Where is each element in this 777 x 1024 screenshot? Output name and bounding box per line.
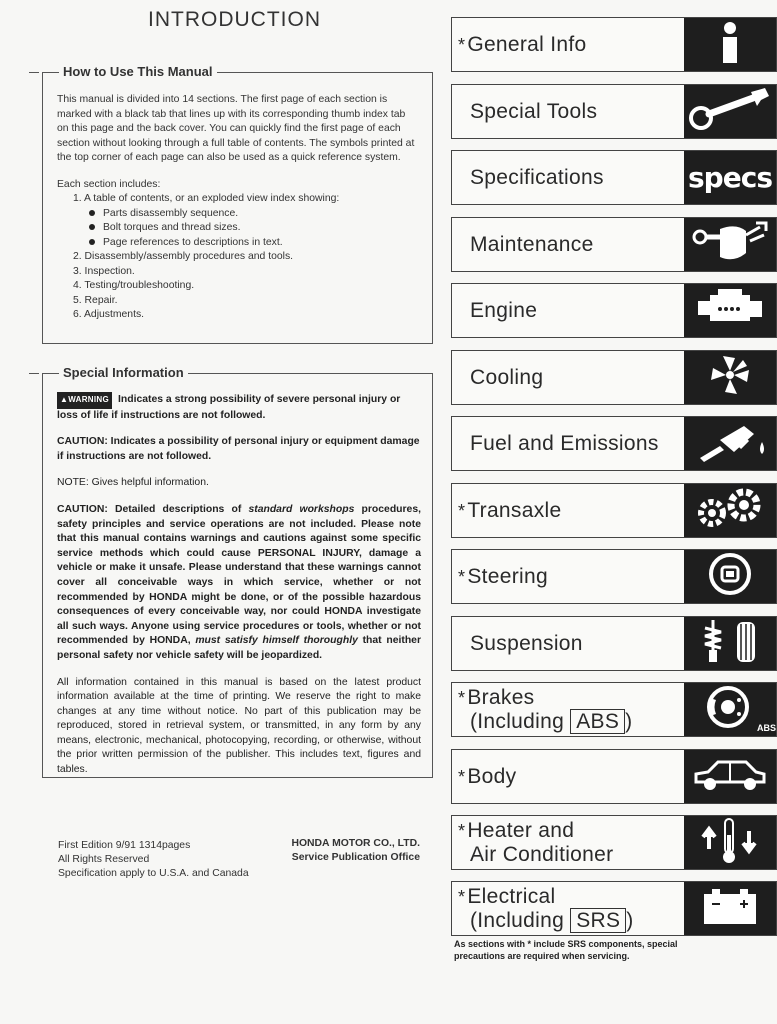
section-tab[interactable] xyxy=(451,749,777,804)
list-item: 1. A table of contents, or an exploded view index showing: xyxy=(73,193,340,204)
edition-block xyxy=(58,839,249,881)
battery-icon xyxy=(700,884,760,933)
office-name: Service Publication Office xyxy=(291,852,420,863)
thumb-index-tab xyxy=(684,85,776,138)
engine-icon xyxy=(690,285,770,336)
section-tab[interactable] xyxy=(451,682,777,737)
special-information-box xyxy=(42,365,433,778)
thumb-index-tab xyxy=(684,284,776,337)
shock-absorber-icon xyxy=(695,616,765,671)
caution-text: CAUTION: Indicates a possibility of personal injury or equipment damage if instructions are not followed. xyxy=(57,436,420,462)
list-item: 2. Disassembly/assembly procedures and tools. xyxy=(73,251,294,262)
spec-line: Specification apply to U.S.A. and Canada xyxy=(58,868,249,879)
thumb-index-tab xyxy=(684,550,776,603)
srs-note: As sections with * include SRS components, special precautions are required when servicing. xyxy=(454,939,678,961)
section-tab-label: *Body xyxy=(458,764,517,788)
list-item: 6. Adjustments. xyxy=(73,309,145,320)
fan-icon xyxy=(707,352,753,403)
gears-icon xyxy=(690,485,770,536)
steering-wheel-icon xyxy=(707,551,753,602)
section-tab-label: *Steering xyxy=(458,564,548,588)
how-to-use-heading: How to Use This Manual xyxy=(59,64,217,79)
section-tab[interactable] xyxy=(451,17,777,72)
caution-detailed-text: CAUTION: Detailed descriptions of standard workshops procedures, safety principles and service operations are not included. Please note that this manual contains warnings and cautions against some specific service methods which could cause PERSONAL INJURY, damage a vehicle or make it unsafe. Please understand that these warnings cannot cover all conceivable ways in which service, whether or not recommended by HONDA might be done, or of the possible hazardous consequences of every conceivable way, nor could HONDA investigate all such ways. Anyone using service procedures or tools, whether or not recommended by HONDA, must satisfy himself thoroughly that neither personal safety nor vehicle safety will be jeopardized. xyxy=(57,503,421,661)
includes-line: Each section includes: xyxy=(57,178,161,190)
thumb-index-tab xyxy=(684,417,776,470)
section-tab-label: Special Tools xyxy=(470,100,598,123)
section-tab-label: Maintenance xyxy=(470,233,594,256)
section-tab-label: Suspension xyxy=(470,632,583,655)
bullet-item: Bolt torques and thread sizes. xyxy=(57,221,419,236)
note-text: NOTE: Gives helpful information. xyxy=(57,477,209,489)
thumb-index-tab xyxy=(684,750,776,803)
fuel-nozzle-icon xyxy=(690,418,770,469)
section-tab[interactable] xyxy=(451,881,777,936)
page-title: INTRODUCTION xyxy=(148,8,321,31)
bullet-item: Page references to descriptions in text. xyxy=(57,236,419,251)
section-tab[interactable] xyxy=(451,150,777,205)
bullet-item: Parts disassembly sequence. xyxy=(57,207,419,222)
list-item: 4. Testing/troubleshooting. xyxy=(73,280,195,291)
car-body-icon xyxy=(692,754,768,799)
brake-disc-icon xyxy=(702,684,758,735)
thumb-index-tab xyxy=(684,816,776,869)
section-tab-label: *Electrical (Including SRS ) xyxy=(458,885,634,932)
section-tab-label: Fuel and Emissions xyxy=(470,432,659,455)
special-information-heading: Special Information xyxy=(59,365,188,380)
thumb-index-tab xyxy=(684,218,776,271)
section-tab-label: *General Info xyxy=(458,32,587,56)
section-tab[interactable] xyxy=(451,283,777,338)
thumb-index-tab xyxy=(684,617,776,670)
rights-line: All Rights Reserved xyxy=(58,854,150,865)
information-text: All information contained in this manual is based on the latest product information available at the time of printing. We reserve the right to make changes at any time without notice. No part of this publication may be reproduced, stored in retrieval system, or transmitted, in any form by any means, electronic, mechanical, photocopying, recording, or otherwise, without the prior written permission of the publisher. This includes text, figures and tables. xyxy=(57,676,421,776)
thermometer-icon xyxy=(695,815,765,870)
section-tab-label: *Heater and Air Conditioner xyxy=(458,819,614,866)
warning-tag: ▲WARNING xyxy=(57,392,112,409)
section-tab[interactable] xyxy=(451,84,777,139)
thumb-index-tab xyxy=(684,484,776,537)
thumb-index-tab xyxy=(684,351,776,404)
section-tab-label: Cooling xyxy=(470,366,544,389)
section-tab-label: *Transaxle xyxy=(458,498,562,522)
maintenance-hand-icon xyxy=(690,219,770,270)
thumb-index-tab xyxy=(684,18,776,71)
company-name: HONDA MOTOR CO., LTD. xyxy=(291,838,420,849)
section-tab[interactable] xyxy=(451,815,777,870)
how-to-use-paragraph: This manual is divided into 14 sections. The first page of each section is marked with a black tab that lines up with its corresponding thumb index tab on this page and the back cover. You can quickly find the first page of each section without looking through a full table of contents. The symbols printed at the top corner of each page can also be used as a quick reference system. xyxy=(57,94,415,163)
thumb-index-tab xyxy=(684,683,776,736)
publisher-block xyxy=(272,837,420,865)
section-tab-label: *Brakes (Including ABS ) xyxy=(458,686,633,733)
section-tab-label: Specifications xyxy=(470,166,604,189)
thumb-index-tab xyxy=(684,882,776,935)
section-tab[interactable] xyxy=(451,350,777,405)
section-tab-label: Engine xyxy=(470,299,538,322)
info-icon xyxy=(710,20,750,69)
edition-line: First Edition 9/91 1314pages xyxy=(58,840,191,851)
warning-text: ▲WARNING Indicates a strong possibility of severe personal injury or loss of life if instructions are not followed. xyxy=(57,394,401,421)
wrench-icon xyxy=(687,86,773,137)
thumb-index-tab xyxy=(684,151,776,204)
list-item: 3. Inspection. xyxy=(73,265,135,277)
list-item: 5. Repair. xyxy=(73,294,118,306)
section-tab[interactable] xyxy=(451,549,777,604)
section-tab[interactable] xyxy=(451,416,777,471)
how-to-use-box xyxy=(42,64,433,344)
section-tab[interactable] xyxy=(451,483,777,538)
abs-label: ABS xyxy=(756,723,776,733)
section-tab[interactable] xyxy=(451,616,777,671)
section-tab[interactable] xyxy=(451,217,777,272)
specs-icon: specs xyxy=(688,161,772,194)
